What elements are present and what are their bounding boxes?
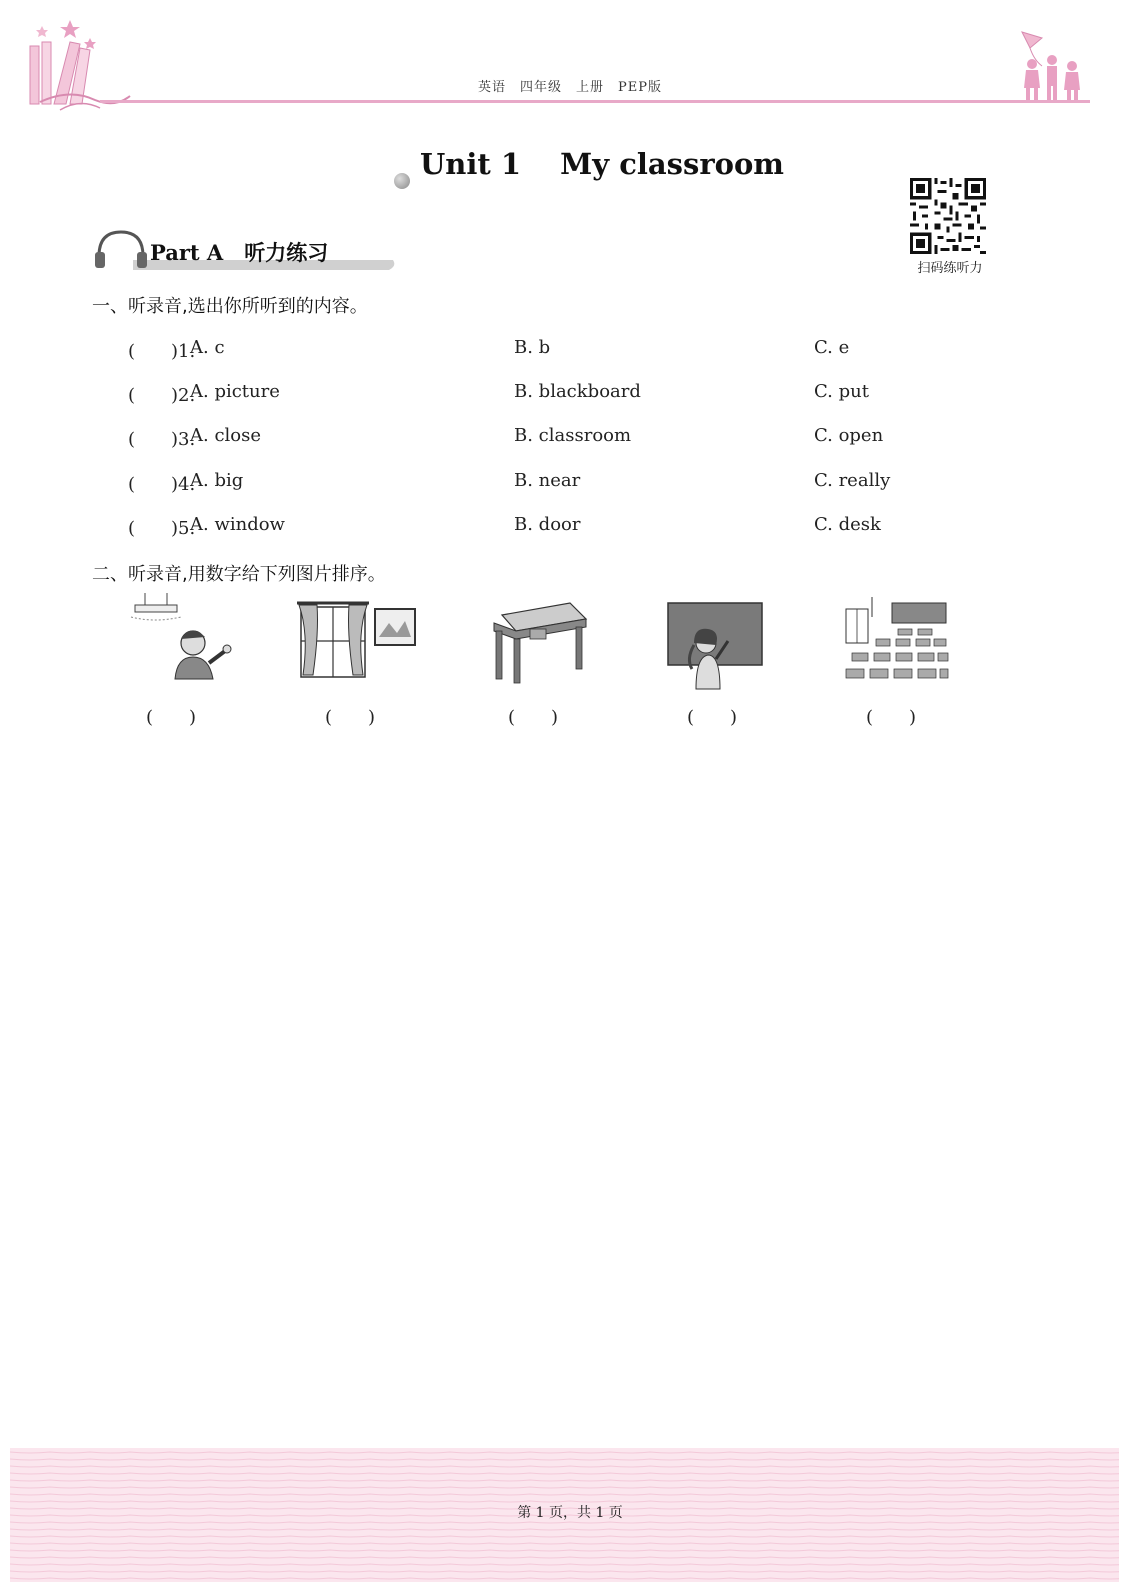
- footer-wave-line: [10, 1578, 1119, 1579]
- answer-blank[interactable]: ( )2.: [128, 385, 196, 406]
- footer-wave-line: [10, 1550, 1119, 1551]
- blackboard-girl-icon: [666, 593, 764, 693]
- question-row: [0, 470, 1139, 500]
- qr-code-icon[interactable]: [910, 178, 986, 254]
- footer-wave-line: [10, 1494, 1119, 1495]
- footer-wave-line: [10, 1529, 1119, 1530]
- footer-wave-line: [10, 1473, 1119, 1474]
- header-subject-grade: 英语 四年级 上册 PEP版: [478, 80, 662, 95]
- page-title: Unit 1 My classroom: [420, 147, 784, 181]
- footer-wave-line: [10, 1466, 1119, 1467]
- question-row: [0, 425, 1139, 455]
- option-a: A. c: [190, 337, 225, 358]
- desk-icon: [490, 593, 590, 693]
- section-2-title: 二、听录音,用数字给下列图片排序。: [92, 564, 386, 585]
- option-b: B. door: [514, 514, 581, 535]
- classroom-icon: [842, 593, 950, 693]
- option-a: A. window: [190, 514, 285, 535]
- option-b: B. near: [514, 470, 581, 491]
- option-c: C. open: [814, 425, 884, 446]
- order-blank-1[interactable]: ( ): [146, 707, 197, 728]
- option-c: C. e: [814, 337, 850, 358]
- option-a: A. big: [190, 470, 244, 491]
- window-picture-icon: [295, 593, 420, 693]
- qr-caption: 扫码练听力: [917, 261, 983, 276]
- option-b: B. b: [514, 337, 551, 358]
- footer-wave-line: [10, 1543, 1119, 1544]
- order-blank-4[interactable]: ( ): [687, 707, 738, 728]
- option-c: C. really: [814, 470, 891, 491]
- question-row: [0, 381, 1139, 411]
- option-c: C. put: [814, 381, 869, 402]
- answer-blank[interactable]: ( )5.: [128, 518, 196, 539]
- answer-blank[interactable]: ( )4.: [128, 474, 196, 495]
- footer-wave-line: [10, 1557, 1119, 1558]
- option-a: A. picture: [190, 381, 280, 402]
- order-blank-5[interactable]: ( ): [866, 707, 917, 728]
- part-a-label: Part A 听力练习: [150, 240, 329, 265]
- header-rule: [100, 100, 1090, 103]
- order-blank-3[interactable]: ( ): [508, 707, 559, 728]
- page-number: 第 1 页，共 1 页: [517, 1505, 623, 1521]
- section-1-title: 一、听录音,选出你所听到的内容。: [92, 296, 368, 317]
- footer-wave-line: [10, 1452, 1119, 1453]
- footer-wave-line: [10, 1536, 1119, 1537]
- answer-blank[interactable]: ( )3.: [128, 429, 196, 450]
- footer-wave-line: [10, 1571, 1119, 1572]
- footer-wave-line: [10, 1459, 1119, 1460]
- order-blank-2[interactable]: ( ): [325, 707, 376, 728]
- option-c: C. desk: [814, 514, 881, 535]
- question-row: [0, 514, 1139, 544]
- header-children-kite-icon: [1012, 30, 1090, 102]
- footer-wave-line: [10, 1522, 1119, 1523]
- header-books-logo-icon: [20, 18, 135, 118]
- title-bullet-icon: [394, 173, 410, 189]
- light-boy-icon: [125, 593, 240, 693]
- question-row: [0, 337, 1139, 367]
- footer-wave-line: [10, 1564, 1119, 1565]
- option-a: A. close: [190, 425, 262, 446]
- footer-wave-line: [10, 1487, 1119, 1488]
- option-b: B. blackboard: [514, 381, 641, 402]
- answer-blank[interactable]: ( )1.: [128, 341, 196, 362]
- footer-wave-line: [10, 1480, 1119, 1481]
- option-b: B. classroom: [514, 425, 632, 446]
